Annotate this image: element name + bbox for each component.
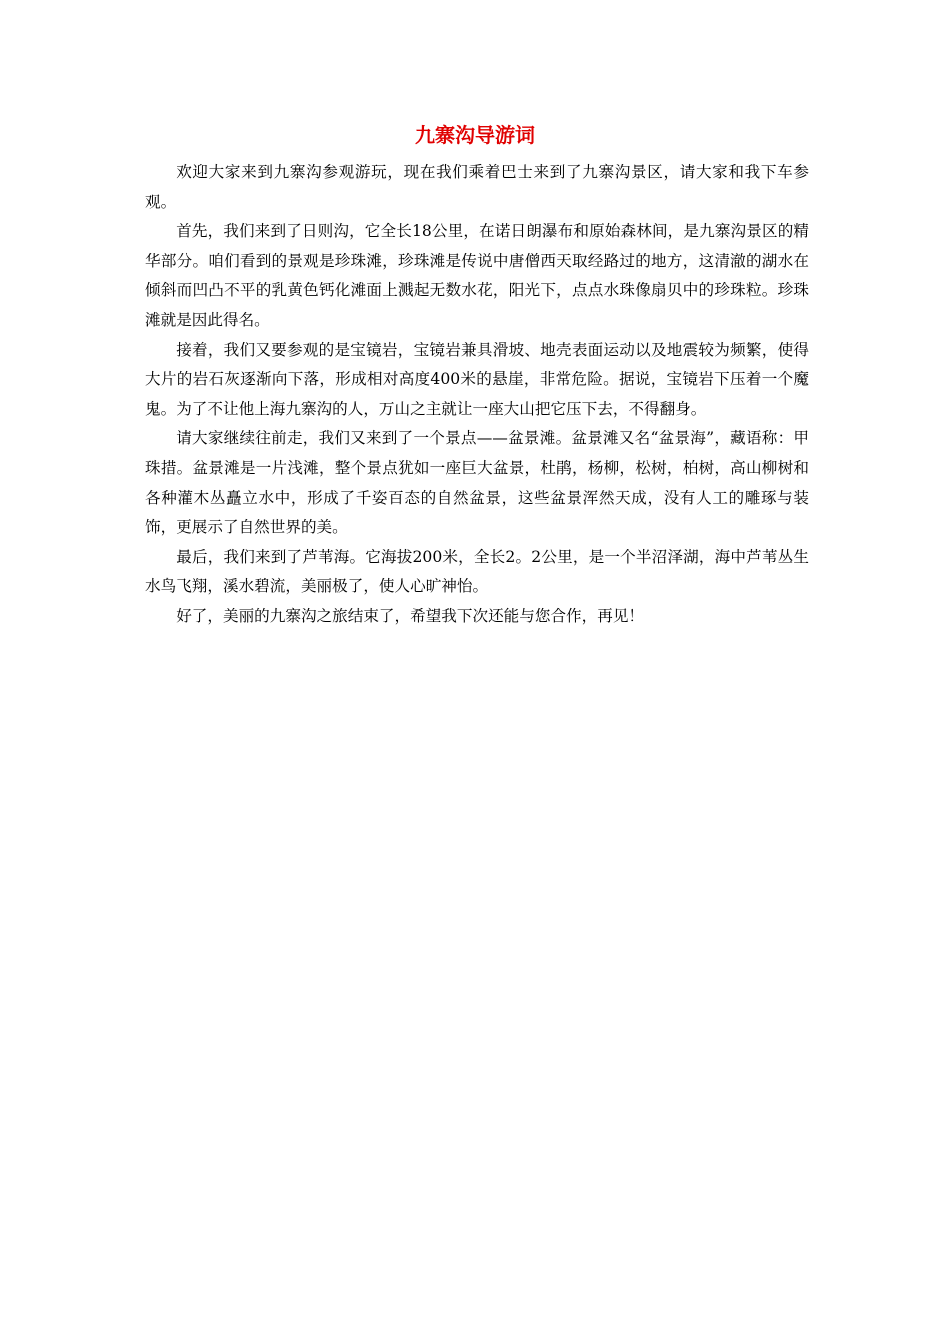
paragraph-luweihai: 最后，我们来到了芦苇海。它海拔200米，全长2。2公里，是一个半沼泽湖，海中芦苇丛生水鸟飞翔，溪水碧流，美丽极了，使人心旷神怡。 [145, 547, 809, 596]
document-title: 九寨沟导游词 [415, 123, 535, 147]
document-body [145, 158, 809, 632]
paragraph-penjingtan: 请大家继续往前走，我们又来到了一个景点——盆景滩。盆景滩又名“盆景海”，藏语称：甲珠措。盆景滩是一片浅滩，整个景点犹如一座巨大盆景，杜鹃，杨柳，松树，柏树，高山柳树和各种灌木丛矗立水中，形成了千姿百态的自然盆景，这些盆景浑然天成，没有人工的雕琢与装饰，更展示了自然世界的美。 [145, 429, 809, 537]
paragraph-intro: 欢迎大家来到九寨沟参观游玩，现在我们乘着巴士来到了九寨沟景区，请大家和我下车参观。 [145, 163, 809, 211]
paragraph-baojingyan: 接着，我们又要参观的是宝镜岩，宝镜岩兼具滑坡、地壳表面运动以及地震较为频繁，使得大片的岩石灰逐渐向下落，形成相对高度400米的悬崖，非常危险。据说，宝镜岩下压着一个魔鬼。为了不让他上海九寨沟的人，万山之主就让一座大山把它压下去，不得翻身。 [145, 340, 809, 418]
paragraph-farewell: 好了，美丽的九寨沟之旅结束了，希望我下次还能与您合作，再见！ [176, 606, 645, 625]
paragraph-rizegou: 首先，我们来到了日则沟，它全长18公里，在诺日朗瀑布和原始森林间，是九寨沟景区的精华部分。咱们看到的景观是珍珠滩，珍珠滩是传说中唐僧西天取经路过的地方，这清澈的湖水在倾斜而凹凸不平的乳黄色钙化滩面上溅起无数水花，阳光下，点点水珠像扇贝中的珍珠粒。珍珠滩就是因此得名。 [145, 222, 809, 329]
